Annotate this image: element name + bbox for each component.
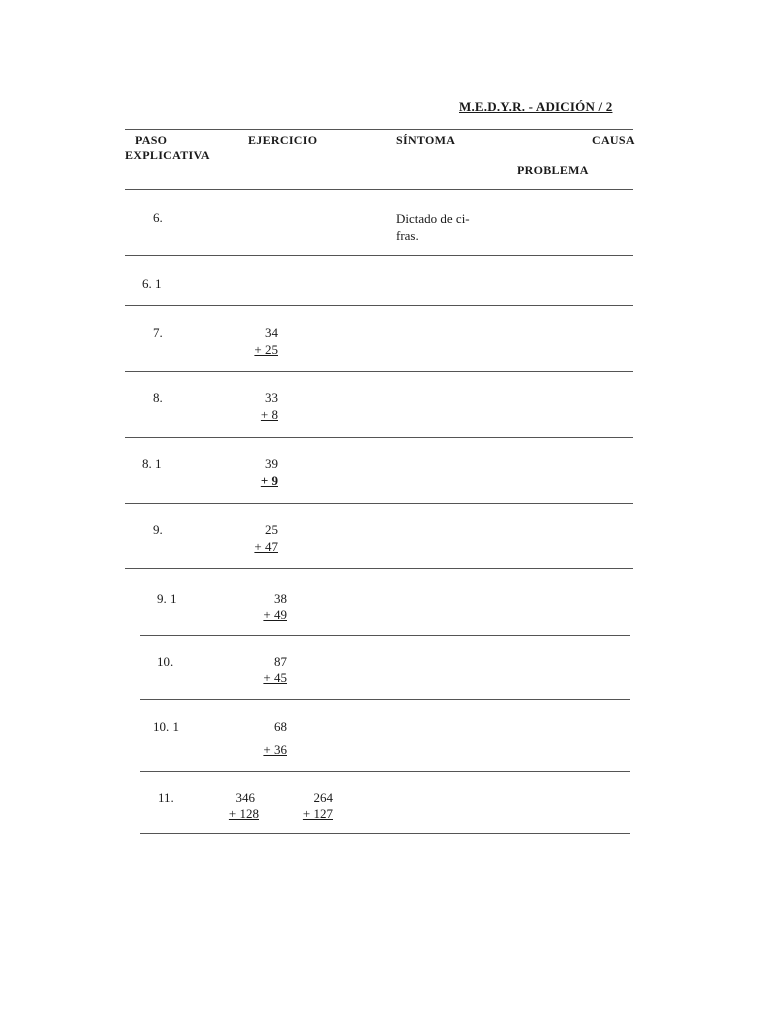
document-title: M.E.D.Y.R. - ADICIÓN / 2 xyxy=(459,99,613,114)
symptom-text: fras. xyxy=(396,228,419,243)
header-bottom-rule xyxy=(125,189,633,190)
step-label: 8. 1 xyxy=(142,456,162,471)
exercise-bottom: + 49 xyxy=(263,607,287,622)
step-label: 10. 1 xyxy=(153,719,179,734)
exercise-top: 68 xyxy=(274,719,287,734)
row-divider xyxy=(125,305,633,306)
step-label: 9. xyxy=(153,522,163,537)
step-label: 10. xyxy=(157,654,174,669)
table-bottom-rule xyxy=(140,833,630,834)
row-divider xyxy=(125,371,633,372)
row-divider xyxy=(140,635,630,636)
step-label: 8. xyxy=(153,390,163,405)
exercise-top: 264 xyxy=(313,790,333,805)
exercise-top: 25 xyxy=(265,522,278,537)
step-label: 6. 1 xyxy=(142,276,162,291)
step-label: 11. xyxy=(158,790,174,805)
exercise-top: 33 xyxy=(265,390,278,405)
header-explicativa: EXPLICATIVA xyxy=(125,148,210,162)
symptom-text: Dictado de ci- xyxy=(396,211,470,226)
exercise-bottom: + 127 xyxy=(302,806,333,821)
header-ejercicio: EJERCICIO xyxy=(248,133,318,147)
exercise-top: 346 xyxy=(235,790,255,805)
exercise-top: 39 xyxy=(265,456,278,471)
exercise-bottom: + 128 xyxy=(228,806,259,821)
exercise-bottom: + 8 xyxy=(260,407,278,422)
step-label: 9. 1 xyxy=(157,591,177,606)
exercise-top: 87 xyxy=(274,654,287,669)
step-label: 7. xyxy=(153,325,163,340)
exercise-top: 34 xyxy=(265,325,278,340)
exercise-bottom: + 36 xyxy=(263,742,287,757)
exercise-bottom: + 45 xyxy=(263,670,287,685)
row-divider xyxy=(125,255,633,256)
row-divider xyxy=(140,699,630,700)
header-top-rule xyxy=(125,129,633,130)
exercise-bottom: + 47 xyxy=(254,539,278,554)
row-divider xyxy=(125,503,633,504)
row-divider xyxy=(140,771,630,772)
exercise-bottom: + 25 xyxy=(254,342,278,357)
header-sintoma: SÍNTOMA xyxy=(396,133,456,147)
header-problema: PROBLEMA xyxy=(517,163,589,177)
exercise-top: 38 xyxy=(274,591,287,606)
exercise-bottom: + 9 xyxy=(260,473,278,488)
step-label: 6. xyxy=(153,210,163,225)
row-divider xyxy=(125,568,633,569)
row-divider xyxy=(125,437,633,438)
header-paso: PASO xyxy=(135,133,168,147)
header-causa: CAUSA xyxy=(592,133,635,147)
